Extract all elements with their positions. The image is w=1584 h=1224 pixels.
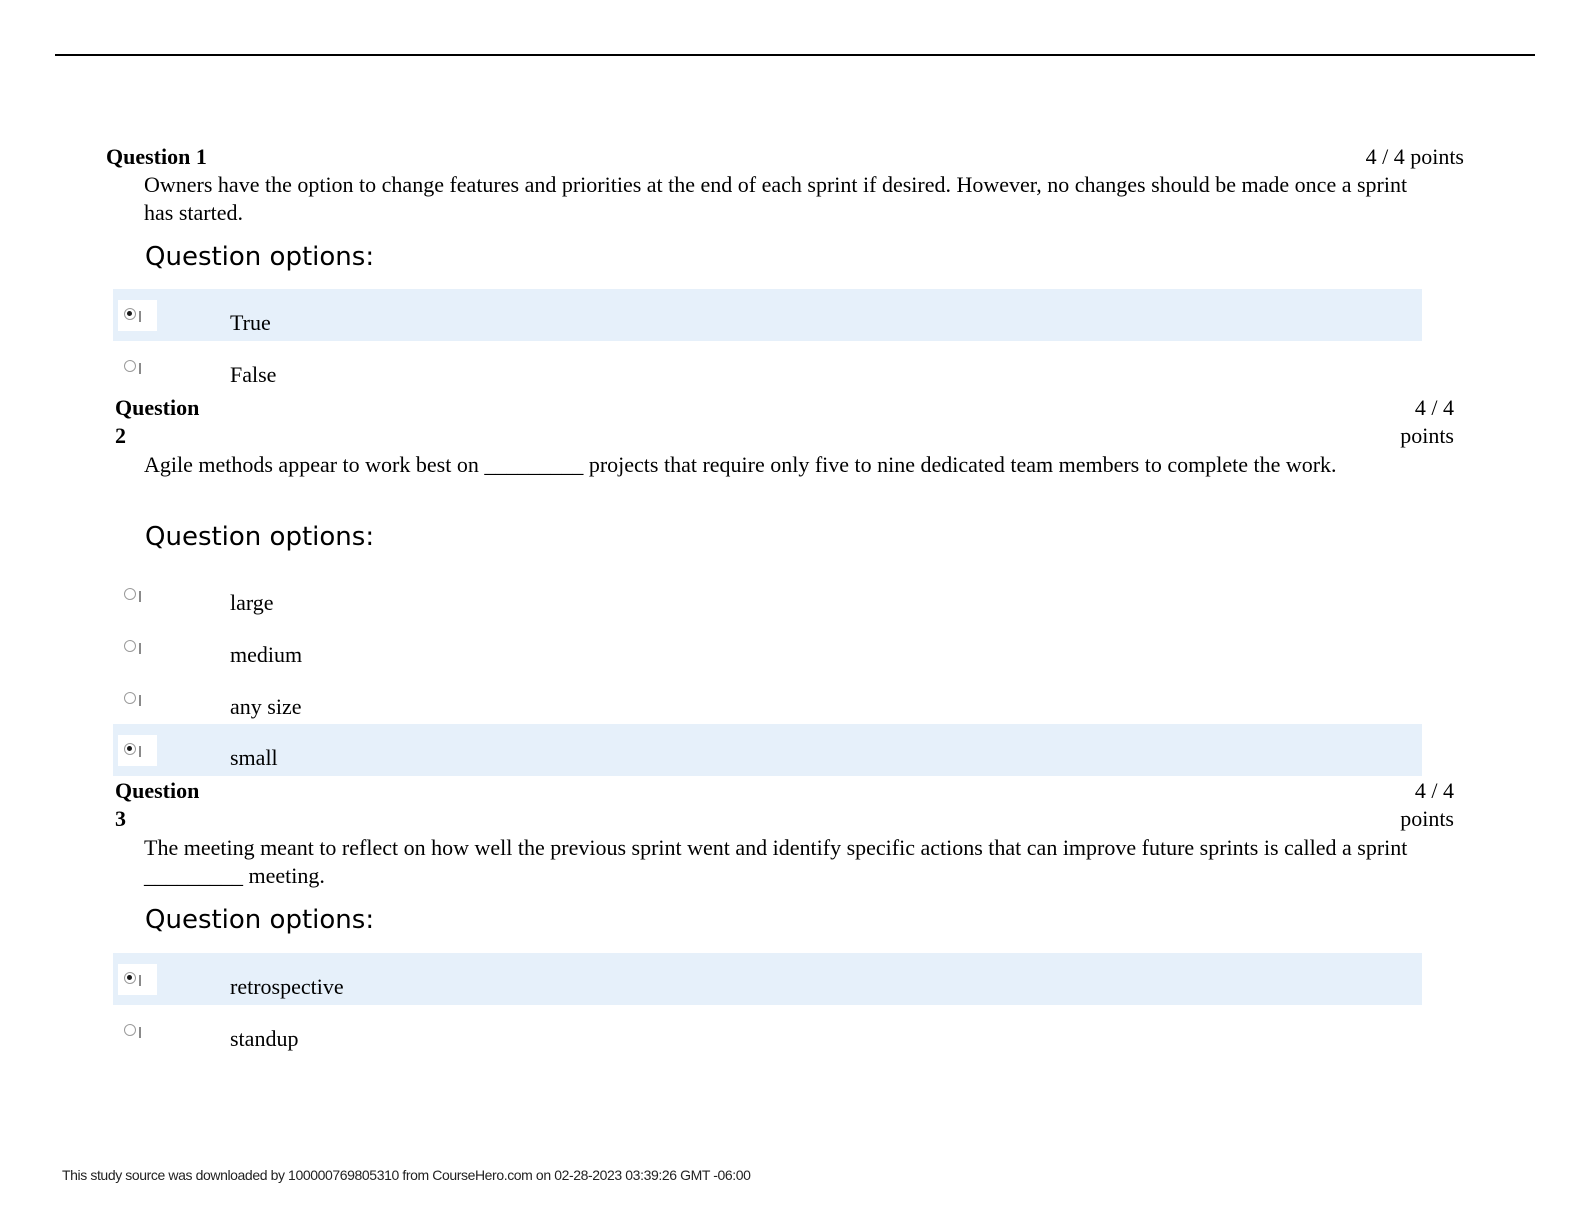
question-text: Agile methods appear to work best on _________ projects that require only five to nine dedicated team members to complete the work. [144,452,1337,477]
option-label: True [230,310,271,335]
radio-button[interactable] [118,580,157,611]
option-label: retrospective [230,974,344,999]
option-row-medium[interactable] [113,621,1422,673]
options-heading: Question options: [145,522,375,552]
radio-button[interactable] [118,964,157,995]
question-text: Owners have the option to change features and priorities at the end of each sprint if desired. However, no changes should be made once a sprint has started. [144,172,1408,225]
question-title: Question 3 [115,778,200,831]
option-row-standup[interactable] [113,1005,1422,1057]
option-row-any-size[interactable] [113,673,1422,725]
option-row-retrospective[interactable] [113,953,1422,1005]
radio-button[interactable] [118,1016,157,1047]
question-points: 4 / 4 points [1400,395,1454,448]
option-row-small[interactable] [113,724,1422,776]
option-row-large[interactable] [113,569,1422,621]
radio-button[interactable] [118,352,157,383]
radio-button[interactable] [118,735,157,766]
option-label: large [230,590,274,615]
radio-selected-dot [127,975,132,980]
question-title: Question 1 [106,144,207,169]
option-label: False [230,362,277,387]
question-points: 4 / 4 points [1365,144,1464,169]
download-footer: This study source was downloaded by 100000769805310 from CourseHero.com on 02-28-2023 03:39:26 GMT -06:00 [62,1167,751,1183]
radio-button[interactable] [118,300,157,331]
options-heading: Question options: [145,242,375,272]
top-divider [55,54,1535,56]
option-label: standup [230,1026,299,1051]
radio-selected-dot [127,311,132,316]
options-heading: Question options: [145,905,375,935]
option-row-true[interactable] [113,289,1422,341]
radio-button[interactable] [118,684,157,715]
question-text: The meeting meant to reflect on how well the previous sprint went and identify specific actions that can improve future sprints is called a sprint _________ meeting. [144,835,1408,888]
question-points: 4 / 4 points [1400,778,1454,831]
option-label: medium [230,642,303,667]
radio-selected-dot [127,746,132,751]
radio-button[interactable] [118,632,157,663]
option-label: any size [230,694,302,719]
option-label: small [230,745,278,770]
question-title: Question 2 [115,395,200,448]
option-row-false[interactable] [113,341,1422,393]
